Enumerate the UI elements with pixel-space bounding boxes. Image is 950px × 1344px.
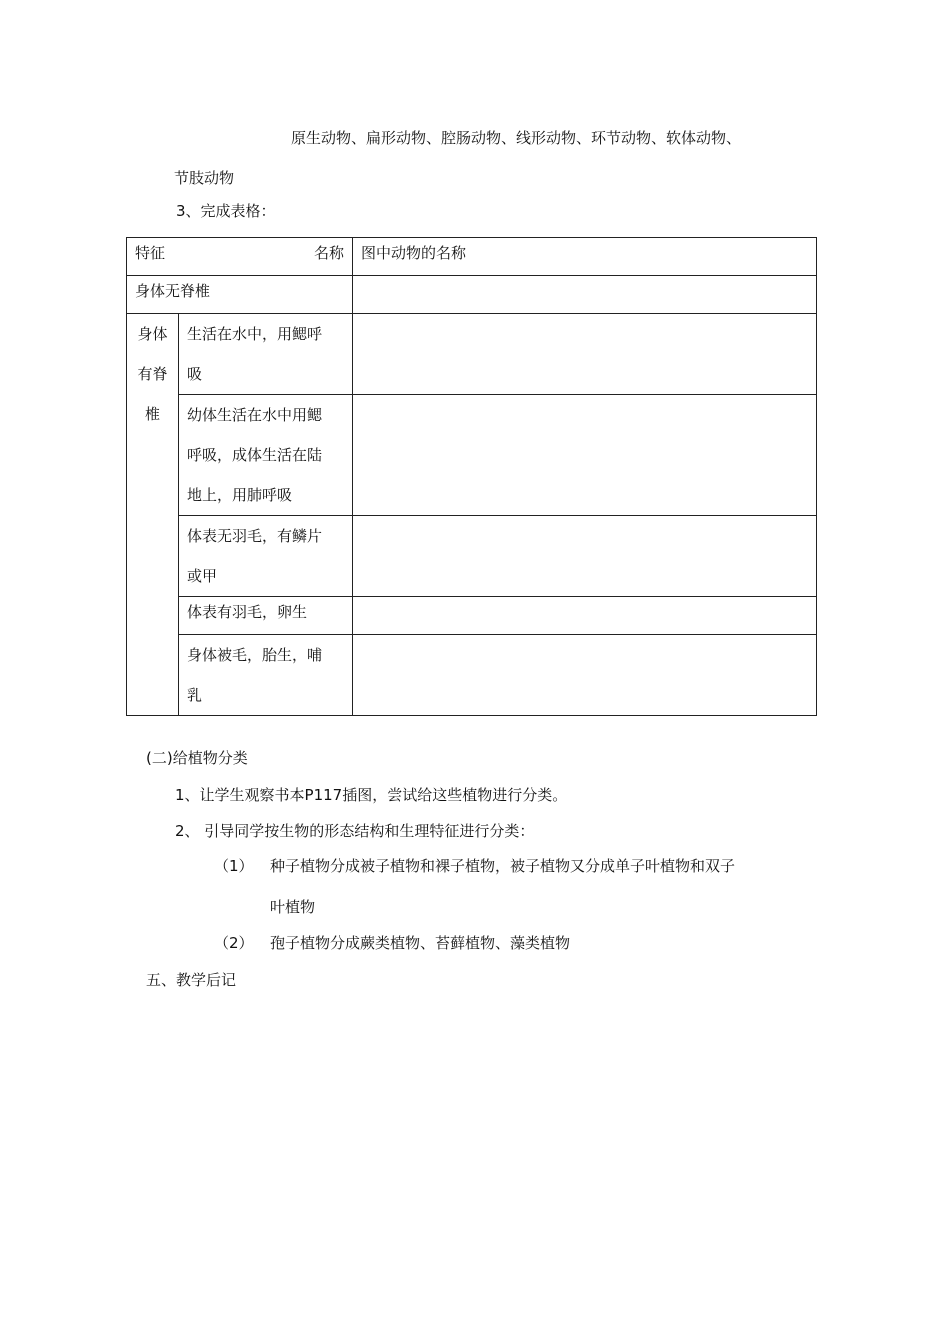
plants-sub2-text: 孢子植物分成蕨类植物、苔藓植物、藻类植物 (270, 934, 571, 952)
has-spine-char-line: 身体 (137, 325, 168, 343)
feature-line: 或甲 (187, 567, 218, 585)
header-animals: 图中动物的名称 (353, 238, 817, 276)
animal-list-line2: 节肢动物 (174, 169, 235, 187)
table-row (127, 516, 817, 597)
answer-cell[interactable] (353, 635, 817, 716)
feature-line: 幼体生活在水中用鳃 (187, 406, 323, 424)
table-row (127, 314, 817, 395)
feature-cell (179, 516, 353, 597)
feature-cell (179, 635, 353, 716)
animal-list-line1: 原生动物、扁形动物、腔肠动物、线形动物、环节动物、软体动物、 (291, 129, 742, 147)
feature-line: 乳 (187, 686, 203, 704)
plants-sub2-num: （2） (214, 934, 254, 952)
feature-cell (179, 597, 353, 635)
plants-sub1-line2: 叶植物 (270, 898, 316, 916)
answer-cell[interactable] (353, 395, 817, 516)
feature-line: 吸 (187, 365, 203, 383)
header-feature-name-cell (127, 238, 353, 276)
task3-label: 3、完成表格： (176, 202, 276, 220)
plants-item1: 1、让学生观察书本P117插图，尝试给这些植物进行分类。 (175, 786, 568, 804)
answer-cell[interactable] (353, 314, 817, 395)
table-header-row (127, 238, 817, 276)
feature-line: 生活在水中，用鳃呼 (187, 325, 323, 343)
header-feature: 特征 (135, 244, 166, 262)
answer-cell[interactable] (353, 597, 817, 635)
table-row (127, 276, 817, 314)
plants-sub1-line1: 种子植物分成被子植物和裸子植物，被子植物又分成单子叶植物和双子 (270, 857, 736, 875)
no-spine-answer-cell[interactable] (353, 276, 817, 314)
feature-line: 体表有羽毛，卵生 (187, 603, 308, 621)
plants-sub1-num: （1） (214, 857, 254, 875)
has-spine-cell (127, 314, 179, 716)
section5-heading: 五、教学后记 (146, 971, 237, 989)
feature-line: 体表无羽毛，有鳞片 (187, 527, 323, 545)
has-spine-char-line: 有脊 (137, 365, 168, 383)
plants-heading: (二)给植物分类 (146, 749, 248, 767)
plants-item2: 2、 引导同学按生物的形态结构和生理特征进行分类： (175, 822, 535, 840)
feature-cell (179, 395, 353, 516)
feature-line: 呼吸，成体生活在陆 (187, 446, 323, 464)
no-spine-cell: 身体无脊椎 (127, 276, 353, 314)
feature-line: 身体被毛，胎生，哺 (187, 646, 323, 664)
classification-table (126, 237, 817, 716)
feature-line: 地上，用肺呼吸 (187, 486, 293, 504)
feature-cell (179, 314, 353, 395)
answer-cell[interactable] (353, 516, 817, 597)
table-row (127, 597, 817, 635)
table-row (127, 635, 817, 716)
header-name: 名称 (313, 244, 344, 262)
table-row (127, 395, 817, 516)
has-spine-char-line: 椎 (144, 405, 160, 423)
